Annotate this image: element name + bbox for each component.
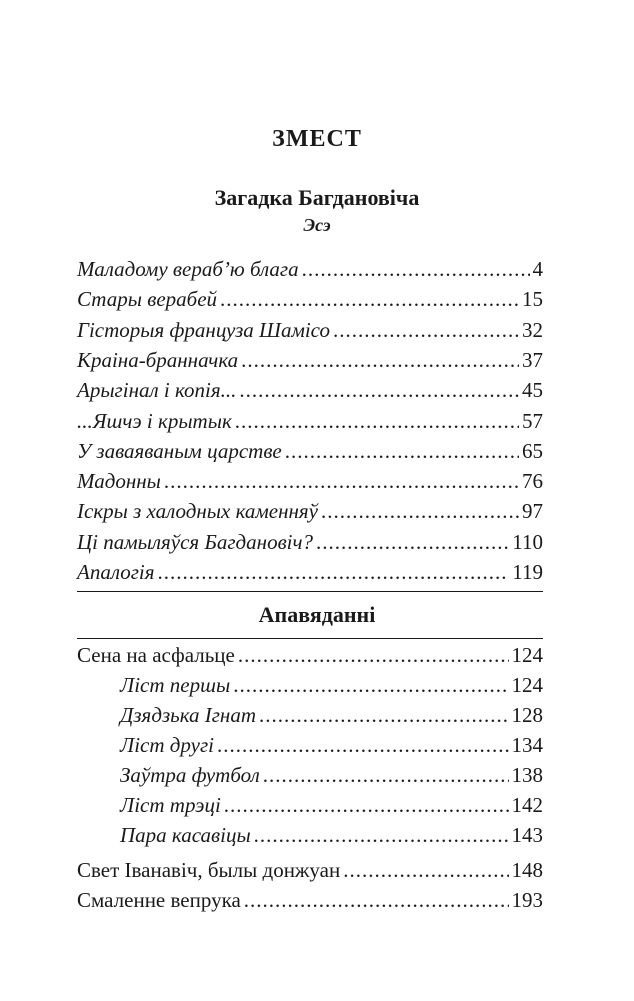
toc-entry-page: 148 (511, 858, 543, 882)
toc-entry (77, 887, 543, 913)
toc-entry-title: Мадонны (77, 469, 161, 494)
toc-entry (77, 256, 543, 282)
dot-leader (233, 672, 508, 698)
toc-entry-page: 45 (522, 378, 543, 403)
toc-entry-page: 193 (511, 888, 543, 912)
toc-entry (77, 857, 543, 883)
section-divider (77, 638, 543, 639)
dot-leader (343, 857, 508, 883)
toc-entry (120, 672, 543, 698)
toc-entry-title: Ліст другі (120, 733, 214, 757)
dot-leader (239, 377, 519, 403)
toc-entry-page: 37 (522, 347, 543, 372)
section-heading-essays: Загадка Багдановіча (214, 185, 420, 210)
toc-entry-page: 142 (511, 793, 543, 817)
toc-entry-title: ...Яшчэ і крытык (77, 408, 232, 433)
toc-entry-title: Заўтра футбол (120, 763, 260, 787)
toc-entry-title: Ліст першы (120, 673, 231, 697)
toc-entry-title: Стары верабей (77, 287, 218, 312)
toc-entry (77, 377, 543, 403)
toc-entry-title: Арыгінал і копія... (77, 378, 237, 403)
toc-entry-title: Краіна-бранначка (77, 347, 239, 372)
toc-entry-page: 4 (532, 257, 543, 281)
toc-entry-page: 76 (522, 469, 543, 494)
toc-entry (77, 286, 543, 312)
dot-leader (333, 317, 519, 343)
dot-leader (263, 762, 509, 788)
dot-leader (224, 792, 509, 818)
dot-leader (235, 408, 519, 434)
toc-entry-title: У заваяваным царстве (77, 438, 282, 463)
dot-leader (321, 498, 519, 524)
dot-leader (217, 732, 509, 758)
section-heading-stories: Апавяданні (258, 602, 376, 627)
toc-entry (120, 702, 543, 728)
section-subheading-essays: Эсэ (303, 215, 331, 235)
toc-entry (77, 642, 543, 668)
dot-leader (316, 529, 509, 555)
toc-entry-page: 143 (511, 823, 543, 847)
toc-entry (120, 792, 543, 818)
toc-entry-page: 97 (522, 499, 543, 524)
toc-entry-title: Ліст трэці (120, 793, 221, 817)
dot-leader (244, 887, 509, 913)
toc-entry (77, 408, 543, 434)
toc-entry-page: 110 (512, 529, 543, 554)
toc-entry-title: Свет Іванавіч, былы донжуан (77, 858, 341, 882)
toc-entry-page: 124 (511, 643, 543, 667)
toc-entry-title: Ці памыляўся Багдановіч? (77, 529, 314, 554)
toc-entry-page: 124 (511, 673, 543, 697)
toc-entry-title: Іскры з халодных каменняў (77, 499, 319, 524)
toc-entry-page: 138 (511, 763, 543, 787)
dot-leader (238, 642, 509, 668)
toc-entry-title: Маладому вераб’ю блага (77, 257, 299, 281)
toc-entry (120, 732, 543, 758)
dot-leader (220, 286, 519, 312)
toc-entry-page: 128 (511, 703, 543, 727)
section-divider (77, 591, 543, 592)
toc-entry (120, 762, 543, 788)
toc-entry-page: 32 (522, 317, 543, 342)
dot-leader (254, 822, 509, 848)
dot-leader (259, 702, 508, 728)
toc-entry-page: 134 (511, 733, 543, 757)
toc-entry (77, 529, 543, 555)
toc-entry (120, 822, 543, 848)
toc-entry-title: Гісторыя француза Шамісо (77, 317, 330, 342)
toc-entry-title: Дзядзька Ігнат (120, 703, 257, 727)
toc-entry-title: Смаленне вепрука (77, 888, 241, 912)
toc-entry (77, 468, 543, 494)
toc-entry (77, 317, 543, 343)
dot-leader (241, 347, 519, 373)
toc-entry (77, 498, 543, 524)
toc-entry (77, 438, 543, 464)
dot-leader (164, 468, 519, 494)
toc-entry-title: Пара касавіцы (120, 823, 251, 847)
toc-entry-page: 65 (522, 438, 543, 463)
dot-leader (158, 559, 510, 585)
toc-entry-page: 57 (522, 408, 543, 433)
toc-entry-page: 15 (522, 287, 543, 312)
toc-entry (77, 347, 543, 373)
toc-entry-page: 119 (512, 560, 543, 584)
dot-leader (285, 438, 519, 464)
page-title: ЗМЕСТ (272, 126, 362, 152)
dot-leader (302, 256, 530, 282)
toc-entry (77, 559, 543, 585)
toc-entry-title: Сена на асфальце (77, 643, 235, 667)
toc-entry-title: Апалогія (77, 560, 155, 584)
